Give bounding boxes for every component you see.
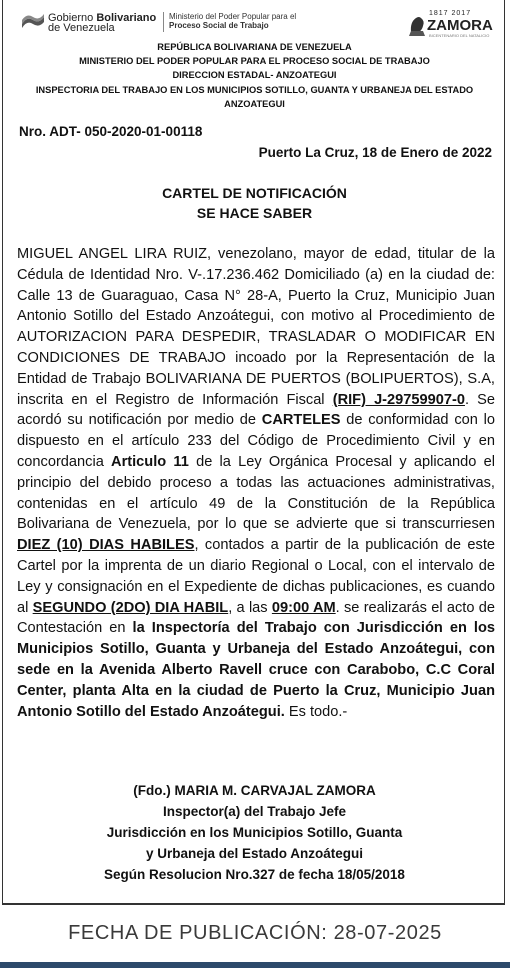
signature-line: Jurisdicción en los Municipios Sotillo, Guanta bbox=[106, 825, 403, 840]
ministry-line1: Ministerio del Poder Popular para el bbox=[169, 12, 297, 21]
notice-titles bbox=[3, 183, 506, 223]
signature-line: (Fdo.) MARIA M. CARVAJAL ZAMORA bbox=[133, 783, 376, 798]
institution-line: DIRECCION ESTADAL- ANZOATEGUI bbox=[172, 70, 337, 81]
zamora-subtitle: BICENTENARIO DEL NATALICIO bbox=[429, 33, 490, 38]
zamora-years: 1817 2017 bbox=[429, 10, 472, 17]
place-date: Puerto La Cruz, 18 de Enero de 2022 bbox=[258, 145, 492, 160]
notice-title: CARTEL DE NOTIFICACIÓN bbox=[162, 185, 347, 201]
institution-line: INSPECTORIA DEL TRABAJO EN LOS MUNICIPIOS SOTILLO, GUANTA Y URBANEJA DEL ESTADO bbox=[35, 84, 474, 95]
articulo-ref: Articulo 11 bbox=[111, 453, 189, 470]
bottom-accent-bar bbox=[0, 962, 510, 968]
rif-number: (RIF) J-29759907-0 bbox=[332, 391, 465, 408]
hearing-time: 09:00 AM bbox=[271, 599, 336, 616]
reference-number: Nro. ADT- 050-2020-01-00118 bbox=[19, 124, 203, 139]
institution-line: ANZOATEGUI bbox=[224, 98, 285, 109]
header-divider bbox=[163, 12, 164, 32]
notice-body: MIGUEL ANGEL LIRA RUIZ, venezolano, mayor de edad, titular de la Cédula de Identidad Nro. V-.17.236.462 Domiciliado (a) en la ciudad de: Calle 13 de Guaraguao, Casa N° 28-A, Puerto la Cruz, Municipio Juan Antonio Sotillo del Estado Anzoátegui, con motivo al Procedimiento de AUTORIZACION PARA DESPEDIR, TRASLADAR O MODIFICAR EN CONDICIONES DE TRABAJO incoado por la Representación de la Entidad de Trabajo BOLIVARIANA DE PUERTOS (BOLIPUERTOS), S.A, inscrita en el Registro de Información Fiscal (RIF) J-29759907-0. Se acordó su notificación por medio de CARTELES de conformidad con lo dispuesto en el artículo 233 del Código de Procedimiento Civil y en concordancia Articulo 11 de la Ley Orgánica Procesal y aplicando el principio del debido proceso a todas las actuaciones administrativas, contenidas en el artículo 49 de la Constitución de la República Bolivariana de Venezuela, por lo que se advierte que si transcurriesen DIEZ (10) DIAS HABILES, contados a partir de la publicación de este Cartel por la imprenta de un diario Regional o Local, con el intervalo de Ley y consignación en el Expediente de dichas publicaciones, es cuando al SEGUNDO (2DO) DIA HABIL, a las 09:00 AM. se realizarás el acto de Contestación en la Inspectoría del Trabajo con Jurisdicción en los Municipios Sotillo, Guanta y Urbaneja del Estado Anzoátegui, con sede en la Avenida Alberto Ravell cruce con Carabobo, C.C Coral Center, planta Alta en la ciudad de Puerto la Cruz, Municipio Juan Antonio Sotillo del Estado Anzoátegui. Es todo.- bbox=[17, 246, 496, 720]
zamora-bicentenary-logo bbox=[407, 10, 493, 38]
gob-logo-line2: de Venezuela bbox=[48, 22, 115, 34]
notice-card bbox=[2, 0, 505, 905]
signature-line: Inspector(a) del Trabajo Jefe bbox=[162, 804, 347, 819]
notice-subtitle: SE HACE SABER bbox=[196, 205, 313, 221]
hearing-location: la Inspectoría del Trabajo con Jurisdicción en los Municipios Sotillo, Guanta y Urbaneja del Estado Anzoátegui, con sede en la Avenida Alberto Ravell cruce con Carabobo, C.C Coral Center, planta Alta en la ciudad de Puerto la Cruz, Municipio Juan Antonio Sotillo del Estado Anzoátegui. bbox=[17, 620, 495, 720]
zamora-portrait-icon bbox=[407, 12, 427, 36]
notice-header bbox=[3, 0, 506, 40]
institution-block bbox=[3, 40, 506, 111]
gob-logo-line1: Gobierno Bolivariano bbox=[48, 12, 157, 24]
ministry-line2: Proceso Social de Trabajo bbox=[169, 21, 269, 30]
dias-habiles: DIEZ (10) DIAS HABILES bbox=[17, 537, 195, 554]
signature-line: Según Resolucion Nro.327 de fecha 18/05/2018 bbox=[104, 867, 405, 882]
signature-block bbox=[3, 780, 506, 885]
gobierno-bolivariano-logo bbox=[21, 12, 161, 34]
carteles-term: CARTELES bbox=[261, 412, 341, 429]
signature-line: y Urbaneja del Estado Anzoátegui bbox=[145, 846, 364, 861]
publication-date: FECHA DE PUBLICACIÓN: 28-07-2025 bbox=[68, 922, 442, 944]
institution-line: REPÚBLICA BOLIVARIANA DE VENEZUELA bbox=[157, 42, 352, 52]
venezuela-flag-icon bbox=[21, 14, 45, 30]
segundo-dia-habil: SEGUNDO (2DO) DIA HABIL bbox=[32, 599, 229, 616]
institution-line: MINISTERIO DEL PODER POPULAR PARA EL PROCESO SOCIAL DE TRABAJO bbox=[79, 56, 430, 67]
zamora-name: ZAMORA bbox=[427, 17, 493, 34]
